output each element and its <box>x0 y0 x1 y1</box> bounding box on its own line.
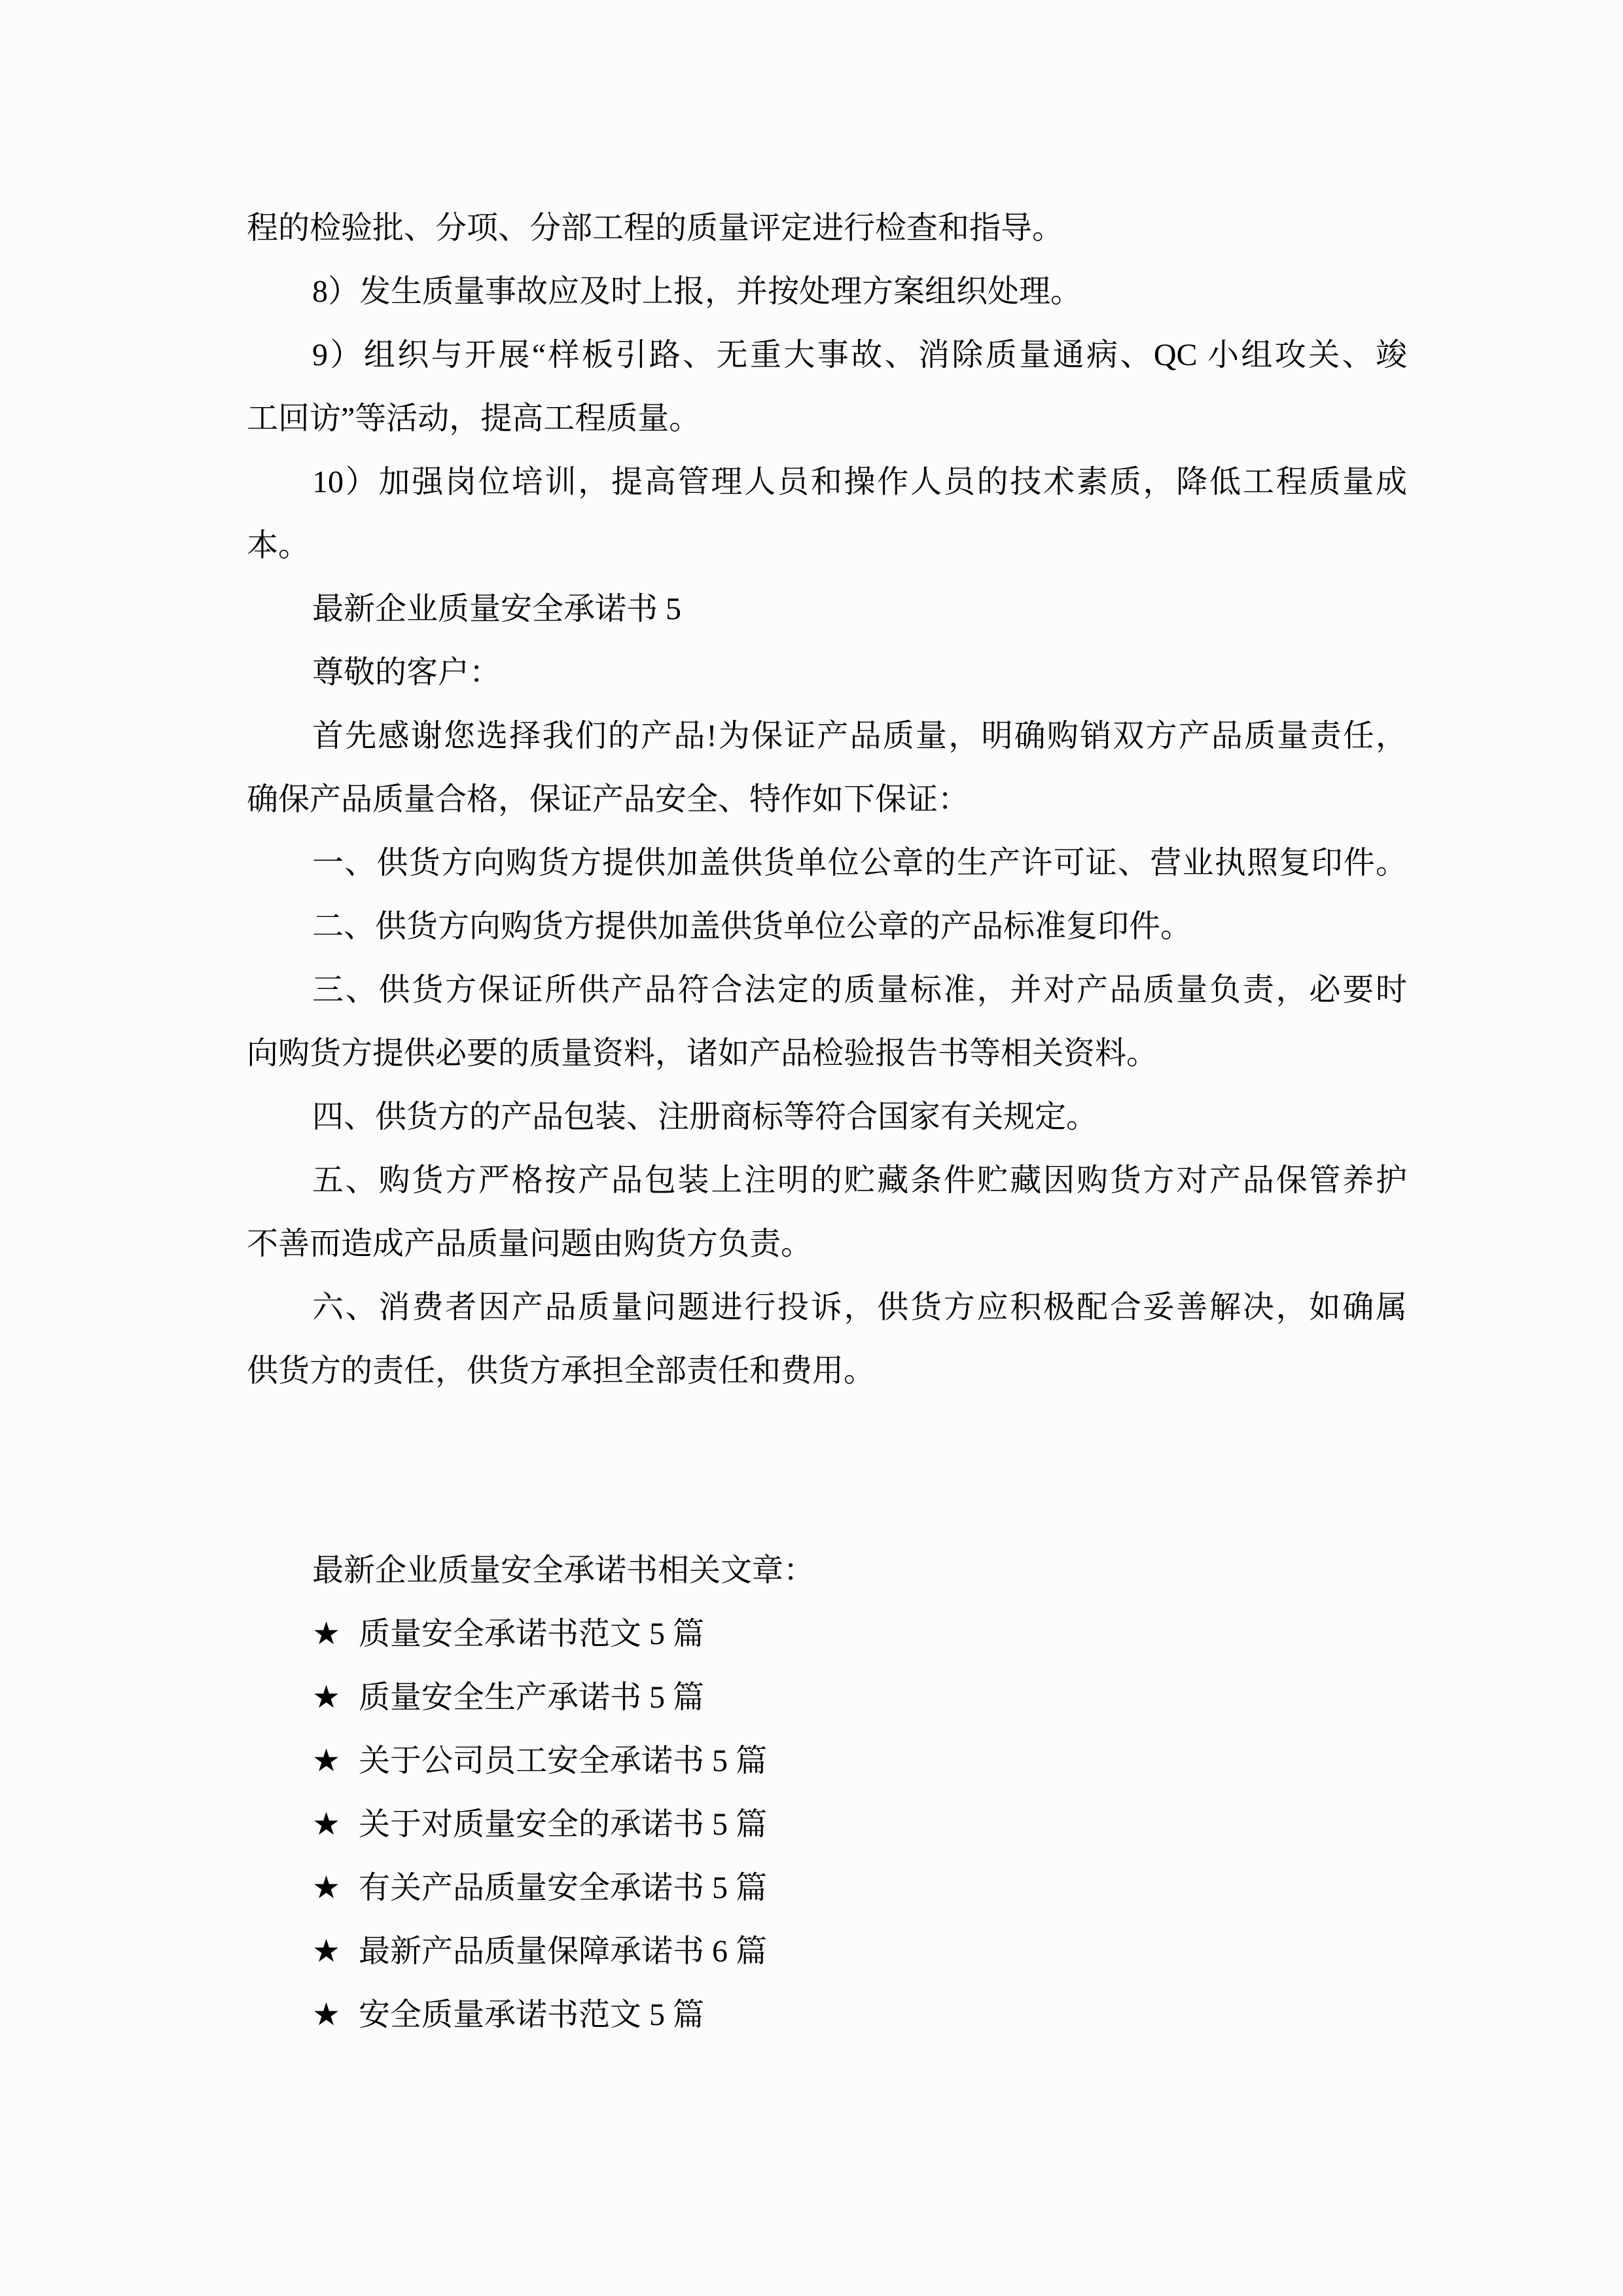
text-line: 工回访”等活动，提高工程质量。 <box>247 401 701 436</box>
related-article-item <box>247 1920 1407 1983</box>
text-line: 一、供货方向购货方提供加盖供货单位公章的生产许可证、营业执照复印件。 <box>312 846 1407 880</box>
star-bullet-icon: ★ <box>312 1617 341 1651</box>
text-line: 最新企业质量安全承诺书 5 <box>312 592 682 626</box>
text-line: 8）发生质量事故应及时上报，并按处理方案组织处理。 <box>312 274 1082 309</box>
text-line: 六、消费者因产品质量问题进行投诉，供货方应积极配合妥善解决，如确属 <box>312 1290 1407 1325</box>
star-bullet-icon: ★ <box>312 1744 341 1778</box>
related-article-label: 质量安全生产承诺书 5 篇 <box>359 1680 705 1715</box>
related-article-item <box>247 1729 1407 1793</box>
document-body <box>247 196 1407 2047</box>
star-bullet-icon: ★ <box>312 1998 341 2032</box>
text-line: 二、供货方向购货方提供加盖供货单位公章的产品标准复印件。 <box>312 909 1192 944</box>
text-line: 向购货方提供必要的质量资料，诸如产品检验报告书等相关资料。 <box>247 1036 1158 1071</box>
star-bullet-icon: ★ <box>312 1680 341 1715</box>
related-article-label: 安全质量承诺书范文 5 篇 <box>359 1998 705 2032</box>
star-bullet-icon: ★ <box>312 1807 341 1842</box>
text-line: 四、供货方的产品包装、注册商标等符合国家有关规定。 <box>312 1100 1098 1134</box>
text-line: 确保产品质量合格，保证产品安全、特作如下保证： <box>247 782 970 817</box>
text-line: 本。 <box>247 528 310 563</box>
related-article-item <box>247 1983 1407 2047</box>
related-article-label: 关于对质量安全的承诺书 5 篇 <box>359 1807 768 1842</box>
text-line: 最新企业质量安全承诺书相关文章： <box>312 1553 815 1588</box>
star-bullet-icon: ★ <box>312 1934 341 1969</box>
text-line: 三、供货方保证所供产品符合法定的质量标准，并对产品质量负责，必要时 <box>312 973 1407 1007</box>
text-line: 不善而造成产品质量问题由购货方负责。 <box>247 1227 813 1261</box>
related-article-label: 质量安全承诺书范文 5 篇 <box>359 1617 705 1651</box>
related-article-label: 关于公司员工安全承诺书 5 篇 <box>359 1744 768 1778</box>
star-bullet-icon: ★ <box>312 1871 341 1905</box>
text-line: 尊敬的客户： <box>312 655 501 690</box>
text-line: 首先感谢您选择我们的产品!为保证产品质量，明确购销双方产品质量责任， <box>312 719 1407 753</box>
related-article-item <box>247 1602 1407 1666</box>
related-article-label: 最新产品质量保障承诺书 6 篇 <box>359 1934 768 1969</box>
text-line: 五、购货方严格按产品包装上注明的贮藏条件贮藏因购货方对产品保管养护 <box>312 1163 1407 1198</box>
related-article-item <box>247 1793 1407 1856</box>
text-line: 9）组织与开展“样板引路、无重大事故、消除质量通病、QC 小组攻关、竣 <box>312 338 1407 372</box>
related-article-item <box>247 1666 1407 1729</box>
related-article-item <box>247 1856 1407 1920</box>
related-article-label: 有关产品质量安全承诺书 5 篇 <box>359 1871 768 1905</box>
text-line: 10）加强岗位培训，提高管理人员和操作人员的技术素质，降低工程质量成 <box>312 465 1407 499</box>
section-gap <box>247 1403 1407 1539</box>
text-line: 供货方的责任，供货方承担全部责任和费用。 <box>247 1354 876 1388</box>
text-line: 程的检验批、分项、分部工程的质量评定进行检查和指导。 <box>247 211 1064 245</box>
